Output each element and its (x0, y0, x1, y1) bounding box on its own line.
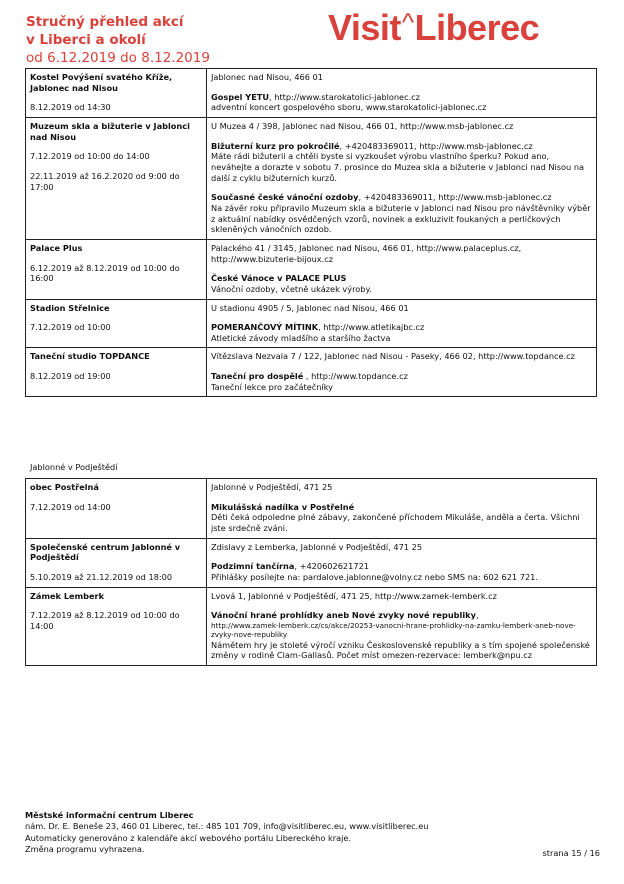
event-title: Gospel YETU (211, 91, 270, 102)
spacer (211, 264, 592, 273)
venue-address: Zdislavy z Lemberka, Jablonné v Podještědí, 471 25 (211, 541, 423, 552)
events-table-jablonne (25, 478, 597, 666)
event-description: Přihlášky posílejte na: pardalove.jablonne@volny.cz nebo SMS na: 602 621 721. (211, 571, 538, 582)
venue-name: obec Postřelná (30, 482, 99, 492)
spacer (30, 142, 202, 151)
event-date: 22.11.2019 až 16.2.2020 od 9:00 do 17:00 (30, 170, 180, 192)
footer-note-changes: Změna programu vyhrazena. (25, 843, 145, 854)
details-cell (207, 239, 597, 299)
event-heading (211, 141, 592, 152)
document-title (26, 14, 210, 68)
event-heading (211, 502, 592, 513)
event-title: Podzimní tančírna (211, 561, 295, 572)
event-description: Vánoční ozdoby, včetně ukázek výroby. (211, 283, 372, 294)
venue-cell (26, 239, 207, 299)
event-contact: , +420483369011, http://www.msb-jablonec.cz (339, 140, 533, 151)
venue-name: Taneční studio TOPDANCE (30, 351, 150, 362)
event-date: 8.12.2019 od 19:00 (30, 371, 111, 382)
venue-name: Zámek Lemberk (30, 590, 105, 601)
venue-address: Lvová 1, Jablonné v Podještědí, 471 25, http://www.zamek-lemberk.cz (211, 590, 497, 601)
event-date: 7.12.2019 až 8.12.2019 od 10:00 do 14:00 (30, 610, 180, 631)
venue-row (26, 348, 597, 397)
venue-address: U stadionu 4905 / 5, Jablonec nad Nisou, 466 01 (211, 302, 409, 313)
details-cell (207, 538, 597, 587)
event-heading (211, 92, 592, 103)
event-title: POMERANČOVÝ MÍTINK (211, 322, 319, 333)
spacer (30, 493, 202, 502)
events-table-jablonec (25, 68, 597, 397)
event-heading (211, 273, 592, 284)
event-date: 6.12.2019 až 8.12.2019 od 10:00 do 16:00 (30, 262, 180, 284)
venue-cell (26, 587, 207, 665)
spacer (211, 552, 592, 561)
details-cell (207, 479, 597, 539)
spacer (211, 83, 592, 92)
date-range: od 6.12.2019 do 8.12.2019 (26, 49, 210, 66)
venue-row (26, 239, 597, 299)
event-contact: , (475, 610, 479, 621)
event-contact: , http://www.atletikajbc.cz (318, 322, 425, 333)
event-contact: , +420483369011, http://www.msb-jablonec.cz (358, 192, 552, 203)
event-date: 7.12.2019 od 10:00 (30, 322, 111, 333)
details-cell (207, 117, 597, 239)
spacer (211, 362, 592, 371)
venue-cell (26, 348, 207, 397)
spacer (30, 162, 202, 171)
venue-cell (26, 538, 207, 587)
venue-address: Palackého 41 / 3145, Jablonec nad Nisou, 466 01, http://www.palaceplus.cz, http://www.bizuterie-bijoux.cz (211, 242, 522, 264)
event-title: Současné české vánoční ozdoby (211, 192, 359, 203)
event-title: Bižuterní kurz pro pokročilé (211, 140, 340, 151)
event-contact: , http://www.starokatolici-jablonec.cz (269, 91, 420, 102)
details-cell (207, 348, 597, 397)
event-title: Vánoční hrané prohlídky aneb Nové zvyky nové republiky (211, 610, 476, 621)
event-date: 5.10.2019 až 21.12.2019 od 18:00 (30, 571, 173, 582)
event-link[interactable]: http://www.zamek-lemberk.cz/cs/akce/20253-vanocni-hrane-prohlidky-na-zamku-lemberk-aneb-nove-zvyky-nove-republiky (211, 620, 576, 640)
spacer (30, 362, 202, 371)
footer (25, 810, 600, 855)
spacer (30, 601, 202, 610)
section-title: Jablonné v Podještědí (30, 462, 118, 472)
event-heading (211, 322, 592, 333)
venue-cell (26, 299, 207, 348)
venue-address: Vítězslava Nezvala 7 / 122, Jablonec nad Nisou - Paseky, 466 02, http://www.topdance.cz (211, 351, 575, 362)
event-heading (211, 371, 592, 382)
event-title: Taneční pro dospělé (211, 371, 304, 382)
venue-name: Kostel Povýšení svatého Kříže, Jablonec nad Nisou (30, 72, 173, 93)
event-date: 7.12.2019 od 10:00 do 14:00 (30, 151, 150, 162)
spacer (30, 93, 202, 102)
event-contact: , http://www.topdance.cz (303, 371, 408, 382)
event-heading (211, 192, 592, 203)
event-date: 7.12.2019 od 14:00 (30, 501, 111, 512)
spacer (211, 313, 592, 322)
spacer (30, 563, 202, 572)
spacer (211, 132, 592, 141)
event-description: Taneční lekce pro začátečníky (211, 381, 333, 392)
event-description: Na závěr roku připravilo Muzeum skla a bižuterie v Jablonci nad Nisou pro návštěvníky výběr z aktuální nabídky osvědčených vzorů, novinek a exkluzivit foukaných a perličkových skleněných vánočních ozdob. (211, 202, 591, 235)
venue-cell (26, 117, 207, 239)
event-description: Děti čeká odpoledne plné zábavy, zakončené příchodem Mikuláše, anděla a čerta. Všichni jste srdečně zváni. (211, 512, 580, 533)
venue-cell (26, 479, 207, 539)
event-description: Atletické závody mladšího a staršího žactva (211, 332, 391, 343)
event-title: České Vánoce v PALACE PLUS (211, 273, 347, 284)
footer-organization: Městské informační centrum Liberec (25, 810, 194, 820)
venue-row (26, 117, 597, 239)
footer-address: nám. Dr. E. Beneše 23, 460 01 Liberec, tel.: 485 101 709, info@visitliberec.eu, www.visitliberec.eu (25, 821, 429, 832)
venue-address: Jablonec nad Nisou, 466 01 (211, 72, 323, 82)
venue-name: Muzeum skla a bižuterie v Jablonci nad Nisou (30, 120, 190, 142)
event-date: 8.12.2019 od 14:30 (30, 102, 111, 113)
event-description: Námětem hry je stoleté výročí vzniku Československé republiky a s tím spojené společenské změny v rodině Clam-Gallasů. Počet míst omezen-rezervace: lemberk@npu.cz (211, 639, 590, 661)
event-title: Mikulášská nadílka v Postřelné (211, 501, 355, 512)
venue-address: Jablonné v Podještědí, 471 25 (211, 482, 333, 492)
title-line-1: Stručný přehled akcí (26, 14, 184, 30)
spacer (211, 601, 592, 610)
event-contact: , +420602621721 (294, 561, 369, 572)
event-description: adventní koncert gospelového sboru, www.starokatolici-jablonec.cz (211, 102, 487, 113)
title-line-2: v Liberci a okolí (26, 31, 146, 48)
venue-row (26, 69, 597, 118)
visit-liberec-logo: Visit^Liberec (328, 7, 540, 48)
venue-row (26, 479, 597, 539)
event-description: Máte rádi bižuterii a chtěli byste si vyzkoušet výrobu vlastního šperku? Pokud ano, neváhejte a dorazte v sobotu 7. prosince do Muzea skla a bižuterie v Jablonci nad Nisou na další z cyklu bižuterních kurzů. (211, 151, 585, 183)
footer-note-generated: Automaticky generováno z kalendáře akcí webového portálu Libereckého kraje. (25, 832, 352, 843)
venue-cell (26, 69, 207, 118)
venue-row (26, 299, 597, 348)
page-number: strana 15 / 16 (542, 848, 600, 858)
event-heading (211, 610, 592, 621)
venue-row (26, 587, 597, 665)
details-cell (207, 69, 597, 118)
details-cell (207, 299, 597, 348)
venue-name: Palace Plus (30, 242, 83, 253)
spacer (30, 254, 202, 263)
spacer (211, 183, 592, 192)
spacer (211, 493, 592, 502)
venue-name: Stadion Střelnice (30, 302, 110, 313)
venue-row (26, 538, 597, 587)
event-heading (211, 561, 592, 572)
spacer (30, 313, 202, 322)
venue-name: Společenské centrum Jablonné v Podještědí (30, 541, 181, 563)
details-cell (207, 587, 597, 665)
venue-address: U Muzea 4 / 398, Jablonec nad Nisou, 466 01, http://www.msb-jablonec.cz (211, 120, 514, 131)
